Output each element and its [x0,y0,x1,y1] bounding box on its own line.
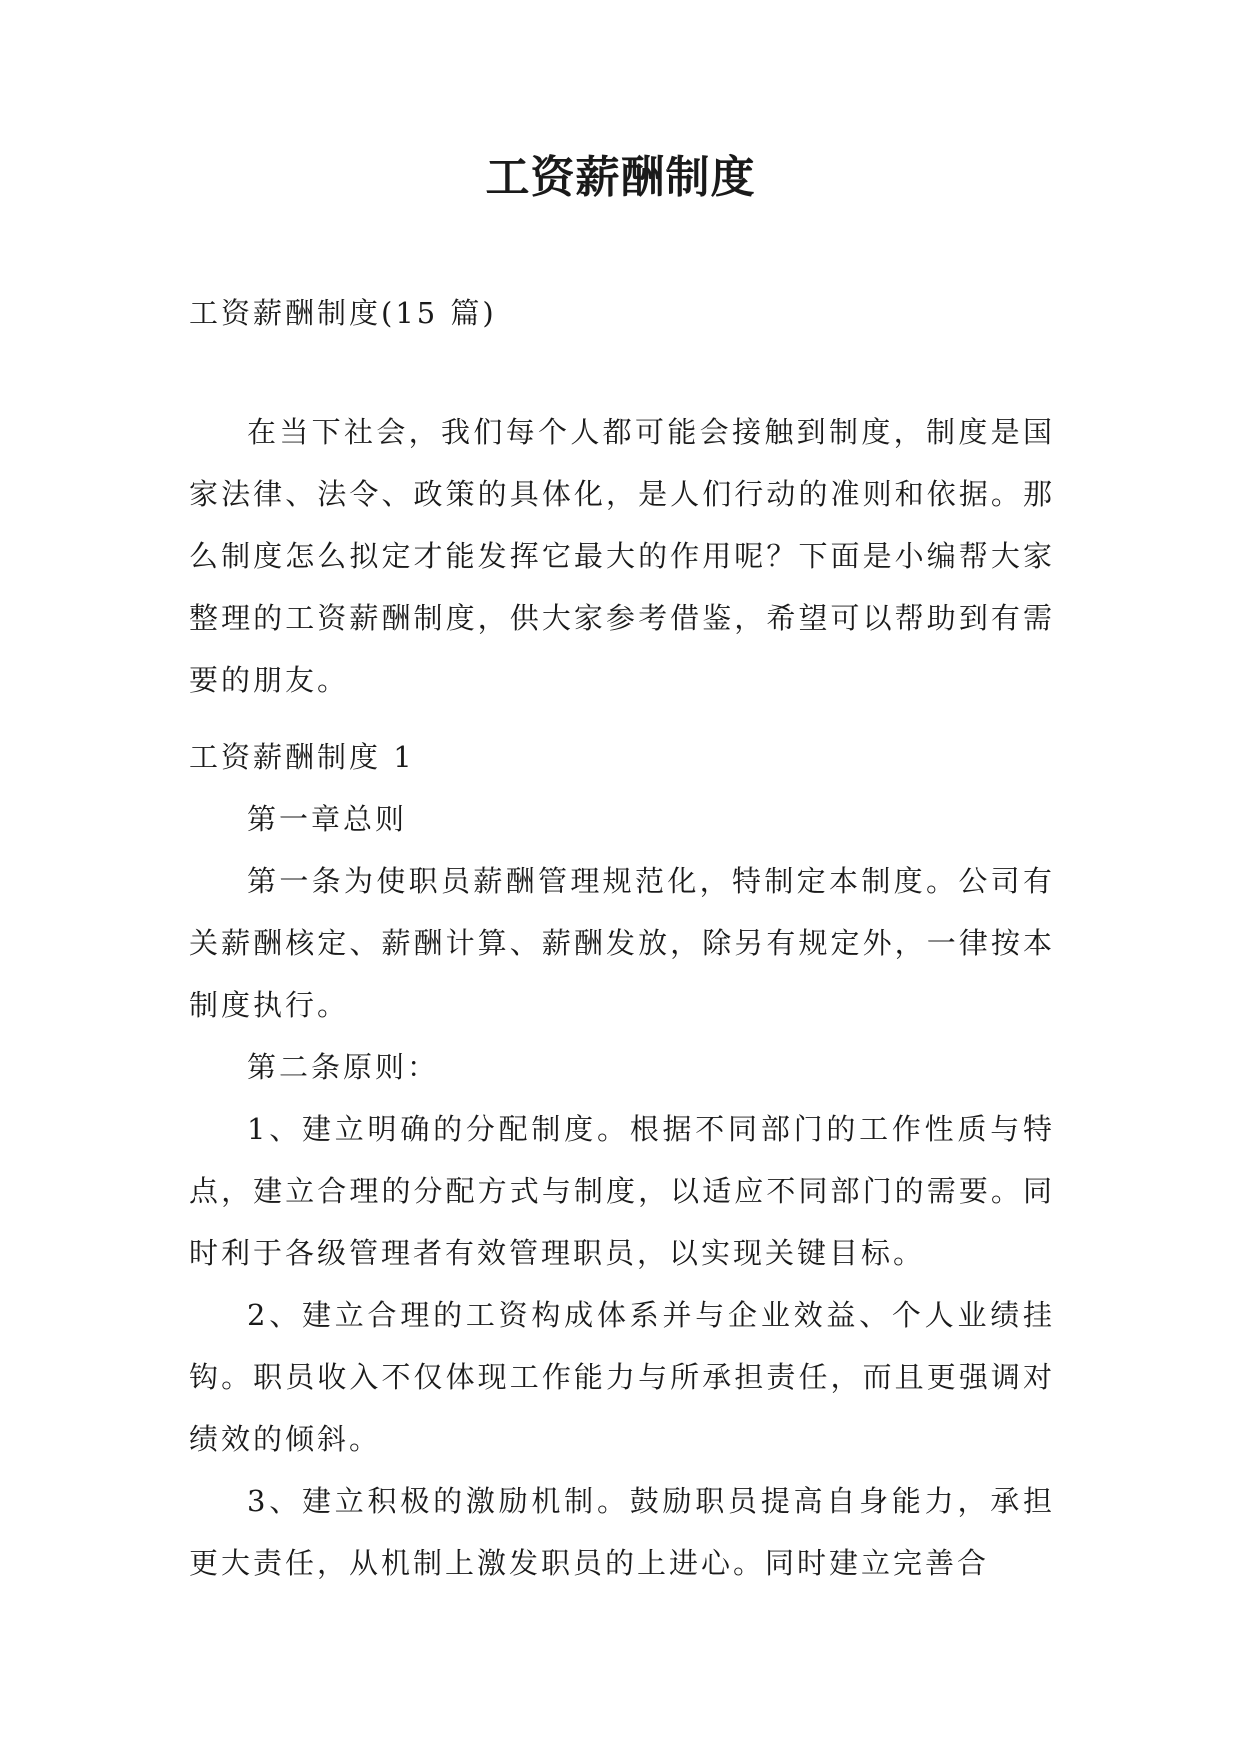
article-2-heading: 第二条原则： [247,1050,440,1084]
document-title: 工资薪酬制度 [485,152,756,203]
principle-3-paragraph: 3、建立积极的激励机制。鼓励职员提高自身能力，承担更大责任，从机制上激发职员的上进心。同时建立完善合 [189,1484,1055,1580]
article-1-paragraph: 第一条为使职员薪酬管理规范化，特制定本制度。公司有关薪酬核定、薪酬计算、薪酬发放，除另有规定外，一律按本制度执行。 [189,864,1055,1022]
principle-1-paragraph: 1、建立明确的分配制度。根据不同部门的工作性质与特点，建立合理的分配方式与制度，以适应不同部门的需要。同时利于各级管理者有效管理职员，以实现关键目标。 [189,1112,1055,1270]
principle-2-paragraph: 2、建立合理的工资构成体系并与企业效益、个人业绩挂钩。职员收入不仅体现工作能力与所承担责任，而且更强调对绩效的倾斜。 [189,1298,1055,1456]
section-heading: 工资薪酬制度 1 [189,740,415,774]
chapter-heading: 第一章总则 [247,802,408,836]
section-body [189,788,1055,1594]
document-subtitle: 工资薪酬制度(15 篇) [189,296,497,330]
intro-paragraph: 在当下社会，我们每个人都可能会接触到制度，制度是国家法律、法令、政策的具体化，是人们行动的准则和依据。那么制度怎么拟定才能发挥它最大的作用呢？下面是小编帮大家整理的工资薪酬制度，供大家参考借鉴，希望可以帮助到有需要的朋友。 [189,415,1055,697]
